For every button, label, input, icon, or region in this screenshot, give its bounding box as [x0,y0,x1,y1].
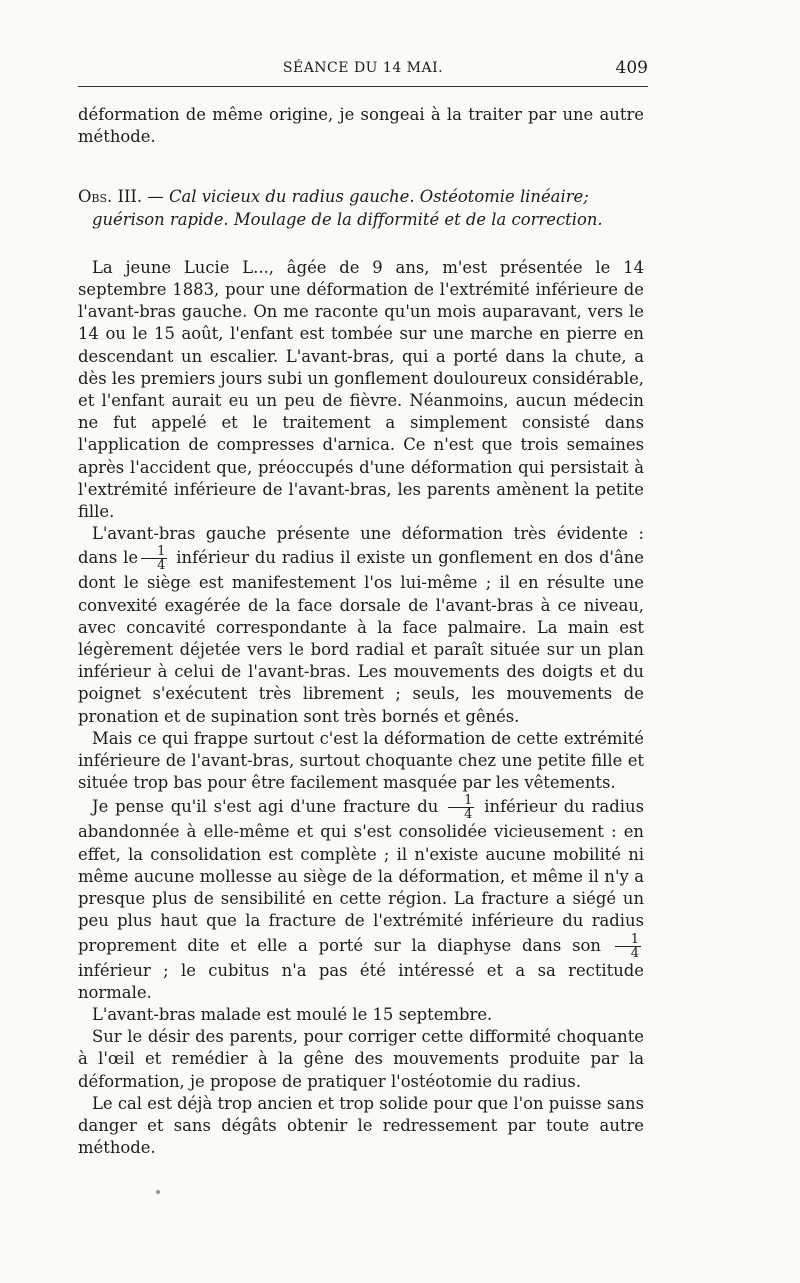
paragraph-text: Je pense qu'il s'est agi d'une fracture du [92,797,439,817]
fraction-denominator: 4 [157,558,166,574]
fraction-numerator: 1 [615,933,641,947]
observation-title-line-1: Cal vicieux du radius gauche. Ostéotomie linéaire; [168,187,589,207]
paragraph: L'avant-bras malade est moulé le 15 septembre. [92,1004,493,1024]
observation-dash: — [142,187,169,207]
paragraph-text: inférieur du radius abandonnée à elle-même et qui s'est consolidée vicieusement : en effet, la consolidation est complète ; il n'existe aucune mobilité ni même aucune mollesse au siège de la déformation, et même il n'y a presque plus de sensibilité en cette région. La fracture a siégé un peu plus haut que la fracture de l'extrémité inférieure du radius proprement dite et elle a porté sur la diaphyse dans son [78,797,644,955]
fraction [448,794,474,821]
paragraph: Sur le désir des parents, pour corriger cette difformité choquante à l'œil et remédier à la gêne des mouvements produite par la déformation, je propose de pratiquer l'ostéotomie du radius. [78,1027,644,1091]
paper-speck [156,1190,160,1194]
paragraph-with-fraction [78,794,644,1003]
page-body [78,104,644,1159]
fraction [615,933,641,960]
paragraph-text: inférieur ; le cubitus n'a pas été intéressé et a sa rectitude normale. [78,960,644,1002]
paragraph: La jeune Lucie L..., âgée de 9 ans, m'est présentée le 14 septembre 1883, pour une déformation de l'extrémité inférieure de l'avant-bras gauche. On me raconte qu'un mois auparavant, vers le 14 ou le 15 août, l'enfant est tombée sur une marche en pierre en descendant un escalier. L'avant-bras, qui a porté dans la chute, a dès les premiers jours subi un gonflement douloureux considérable, et l'enfant aurait eu un peu de fièvre. Néanmoins, aucun médecin ne fut appelé et le traitement a simplement consisté dans l'application de compresses d'arnica. Ce n'est que trois semaines après l'accident que, préoccupés d'une déformation qui persistait à l'extrémité inférieure de l'avant-bras, les parents amènent la petite fille. [78,257,644,522]
paragraph: Mais ce qui frappe surtout c'est la déformation de cette extrémité inférieure de l'avant-bras, surtout choquante chez une petite fille et située trop bas pour être facilement masquée par les vêtements. [78,728,644,793]
page-number: 409 [615,58,648,78]
paragraph: Le cal est déjà trop ancien et trop solide pour que l'on puisse sans danger et sans dégâts obtenir le redressement par toute autre méthode. [78,1093,644,1158]
fraction-numerator: 1 [448,794,474,808]
observation-heading [78,186,644,230]
running-head: SÉANCE DU 14 MAI. [282,60,444,76]
paragraph-continuation: déformation de même origine, je songeai à la traiter par une autre méthode. [78,105,644,147]
observation-label: Obs. III. [78,187,143,207]
paragraph-text: inférieur du radius il existe un gonflement en dos d'âne dont le siège est manifestement l'os lui-même ; il en résulte une convexité exagérée de la face dorsale de l'avant-bras à ce niveau, avec concavité correspondante à la face palmaire. La main est légèrement déjetée vers le bord radial et paraît située sur un plan inférieur à celui de l'avant-bras. Les mouvements des doigts et du poignet s'exécutent très librement ; seuls, les mouvements de pronation et de supination sont très bornés et gênés. [78,548,644,726]
fraction-numerator: 1 [141,545,167,559]
paragraph-text: L'avant-bras gauche présente une déformation très évidente : dans le [78,524,644,568]
page-header [78,58,648,87]
fraction [141,545,167,572]
fraction-denominator: 4 [464,807,473,823]
observation-title-line-2: guérison rapide. Moulage de la difformité et de la correction. [92,209,603,229]
fraction-denominator: 4 [630,945,639,961]
paragraph-with-fraction [78,523,644,728]
